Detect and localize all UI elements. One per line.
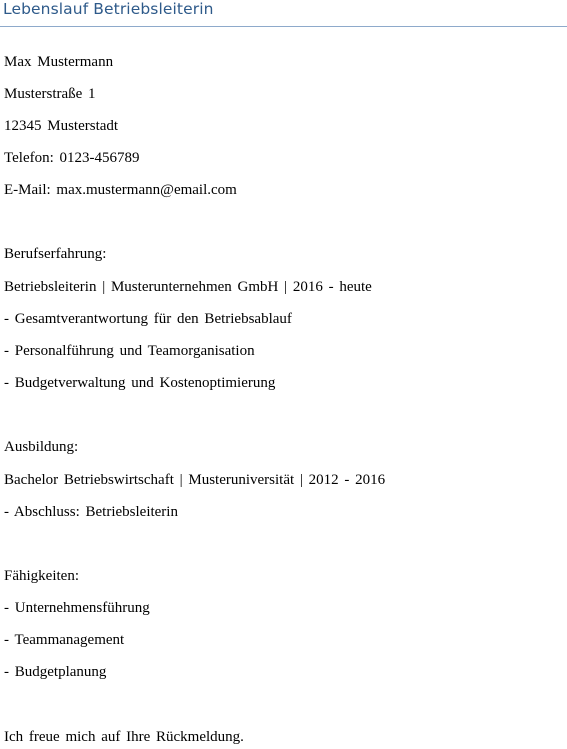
- education-degree: Bachelor Betriebswirtschaft | Musteruniversität | 2012 - 2016: [4, 472, 386, 488]
- closing-text: Ich freue mich auf Ihre Rückmeldung.: [4, 729, 244, 745]
- contact-email: E-Mail: max.mustermann@email.com: [4, 182, 237, 198]
- experience-item: - Personalführung und Teamorganisation: [4, 343, 255, 359]
- contact-phone: Telefon: 0123-456789: [4, 150, 140, 166]
- education-heading: Ausbildung:: [4, 439, 79, 455]
- document-header: [0, 0, 567, 27]
- contact-name: Max Mustermann: [4, 54, 114, 70]
- contact-city: 12345 Musterstadt: [4, 118, 119, 134]
- skills-item: - Budgetplanung: [4, 664, 107, 680]
- document-title: Lebenslauf Betriebsleiterin: [3, 0, 214, 18]
- experience-item: - Budgetverwaltung und Kostenoptimierung: [4, 375, 276, 391]
- skills-heading: Fähigkeiten:: [4, 568, 79, 584]
- experience-position: Betriebsleiterin | Musterunternehmen GmbH | 2016 - heute: [4, 279, 372, 295]
- experience-heading: Berufserfahrung:: [4, 246, 107, 262]
- skills-item: - Unternehmensführung: [4, 600, 150, 616]
- contact-street: Musterstraße 1: [4, 86, 96, 102]
- skills-item: - Teammanagement: [4, 632, 125, 648]
- education-item: - Abschluss: Betriebsleiterin: [4, 504, 178, 520]
- experience-item: - Gesamtverantwortung für den Betriebsablauf: [4, 311, 292, 327]
